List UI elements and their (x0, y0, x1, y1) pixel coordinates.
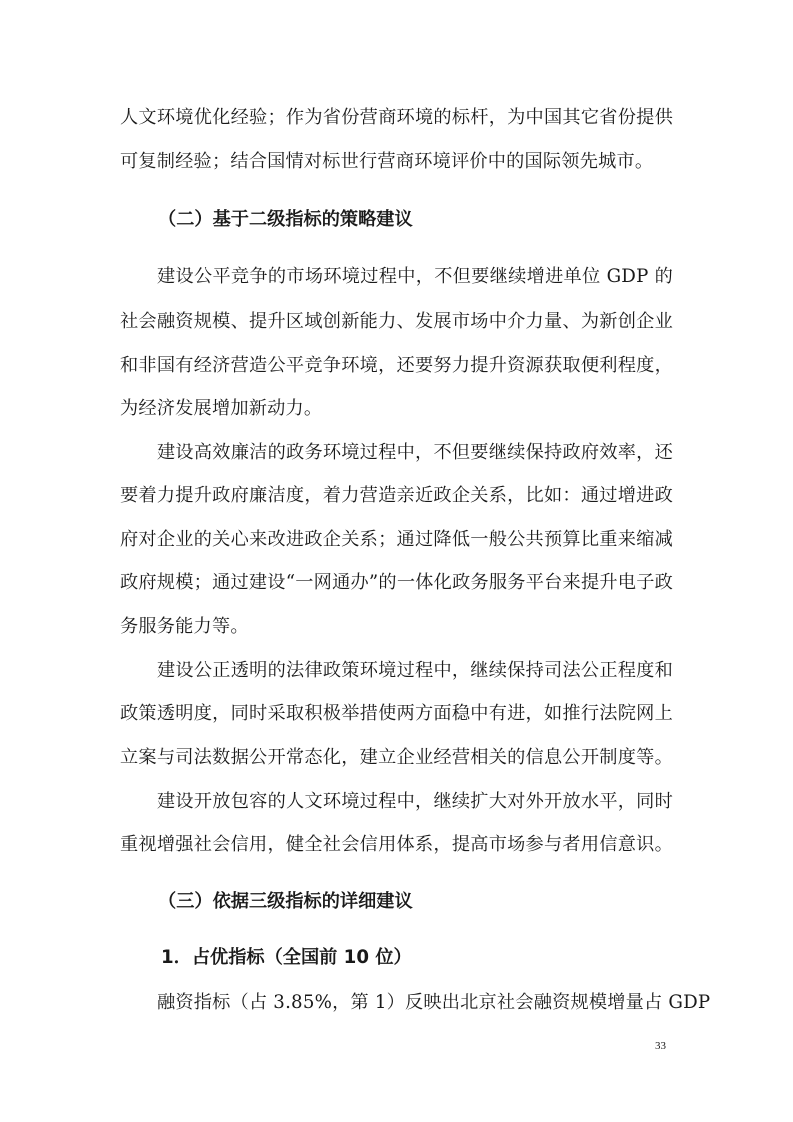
paragraph-line: 建设公正透明的法律政策环境过程中，继续保持司法公正程度和 (157, 660, 673, 681)
paragraph-line: 社会融资规模、提升区域创新能力、发展市场中介力量、为新创企业 (120, 311, 673, 332)
paragraph-line: 和非国有经济营造公平竞争环境，还要努力提升资源获取便利程度， (120, 355, 673, 376)
paragraph-line: 建设公平竞争的市场环境过程中，不但要继续增进单位 GDP 的 (157, 266, 673, 287)
paragraph-line: 重视增强社会信用，健全社会信用体系，提高市场参与者用信意识。 (120, 834, 673, 855)
paragraph-line: 府对企业的关心来改进政企关系；通过降低一般公共预算比重来缩减 (120, 529, 673, 550)
subsection-heading: 1．占优指标（全国前 10 位） (161, 947, 412, 968)
paragraph-line: 立案与司法数据公开常态化，建立企业经营相关的信息公开制度等。 (120, 747, 673, 768)
section-heading: （三）依据三级指标的详细建议 (158, 891, 413, 912)
paragraph-line: 人文环境优化经验；作为省份营商环境的标杆，为中国其它省份提供 (120, 107, 673, 128)
section-heading: （二）基于二级指标的策略建议 (158, 209, 413, 230)
paragraph-line: 务服务能力等。 (120, 616, 249, 637)
paragraph-line: 要着力提升政府廉洁度，着力营造亲近政企关系，比如：通过增进政 (120, 485, 673, 506)
page-number: 33 (655, 1040, 666, 1052)
paragraph-line: 建设开放包容的人文环境过程中，继续扩大对外开放水平，同时 (157, 791, 673, 812)
paragraph-line: 可复制经验；结合国情对标世行营商环境评价中的国际领先城市。 (120, 151, 654, 172)
paragraph-line: 政府规模；通过建设“一网通办”的一体化政务服务平台来提升电子政 (120, 572, 673, 593)
paragraph-line: 融资指标（占 3.85%，第 1）反映出北京社会融资规模增量占 GDP (157, 992, 711, 1013)
paragraph-line: 为经济发展增加新动力。 (120, 398, 323, 419)
paragraph-line: 政策透明度，同时采取积极举措使两方面稳中有进，如推行法院网上 (120, 703, 673, 724)
paragraph-line: 建设高效廉洁的政务环境过程中，不但要继续保持政府效率，还 (157, 442, 673, 463)
